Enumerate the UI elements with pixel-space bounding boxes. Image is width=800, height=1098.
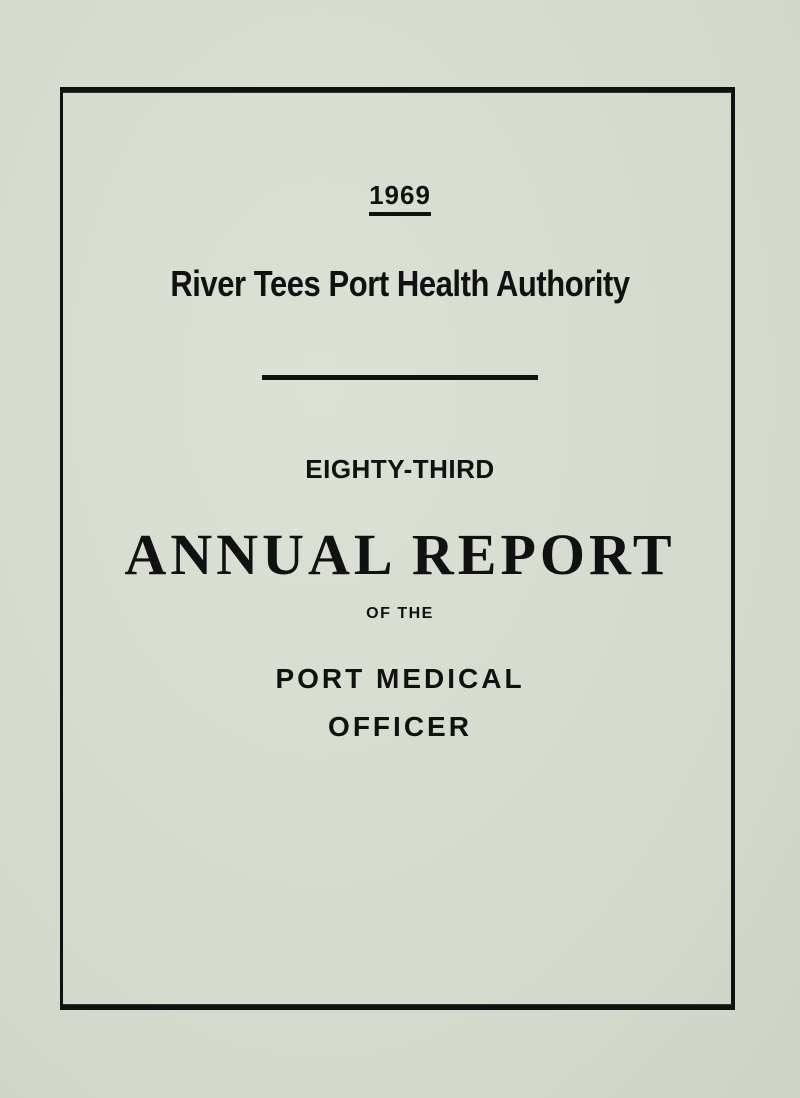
report-ordinal: EIGHTY-THIRD: [305, 454, 495, 484]
authority-title: River Tees Port Health Authority: [170, 263, 630, 304]
report-year: 1969: [369, 180, 431, 210]
report-title: ANNUAL REPORT: [124, 522, 676, 587]
office-line-2: OFFICER: [328, 711, 472, 742]
title-divider: [262, 375, 538, 380]
year-underline: [369, 212, 431, 216]
of-the-label: OF THE: [366, 605, 434, 622]
office-line-1: PORT MEDICAL: [275, 663, 525, 694]
